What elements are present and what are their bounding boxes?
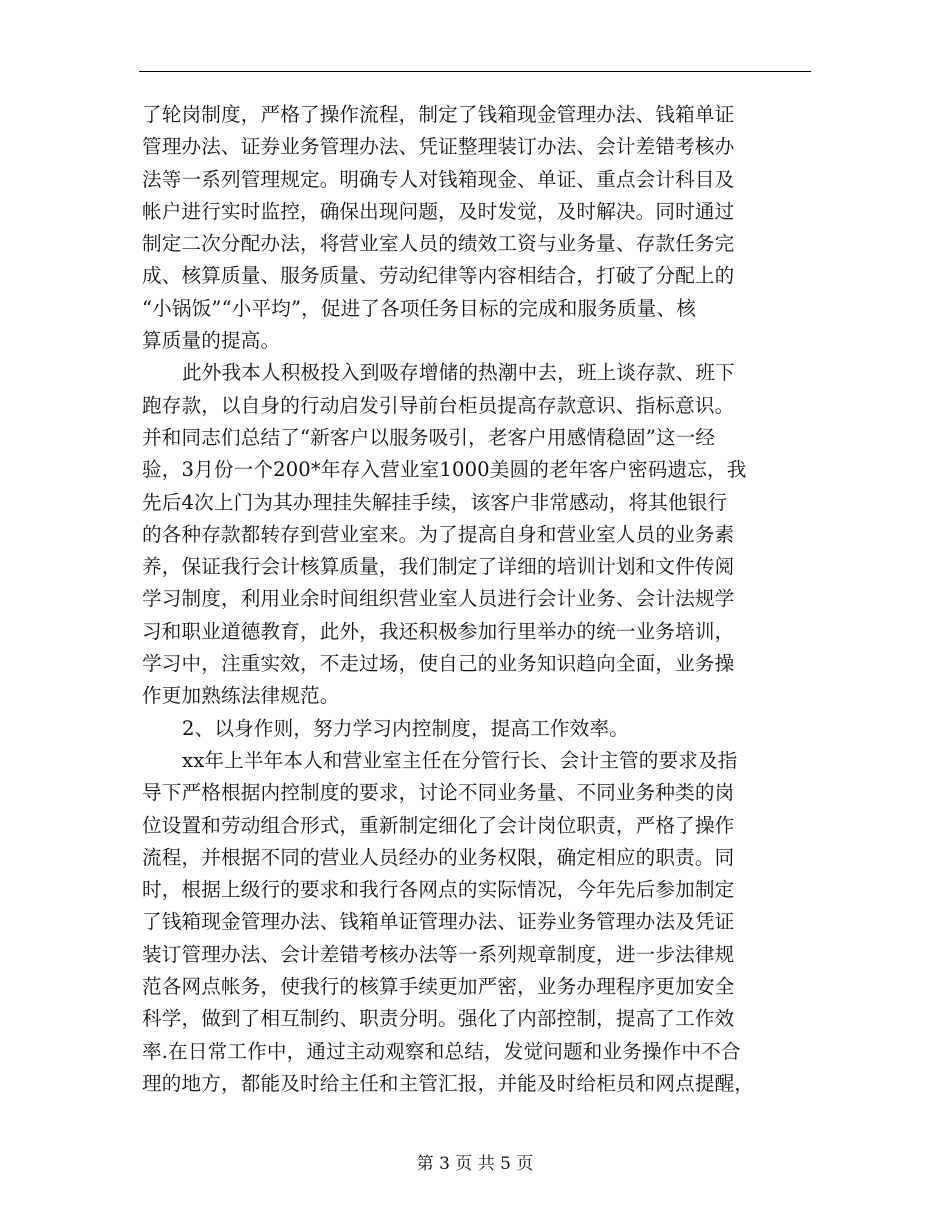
text-line: 流程，并根据不同的营业人员经办的业务权限，确定相应的职责。同: [142, 845, 735, 869]
paragraph-start-line: 此外我本人积极投入到吸存增储的热潮中去，班上谈存款、班下: [182, 361, 735, 385]
text-line: 学习中，注重实效，不走过场，使自己的业务知识趋向全面，业务操: [142, 652, 735, 676]
text-line: 的各种存款都转存到营业室来。为了提高自身和营业室人员的业务素: [142, 522, 735, 546]
body-text: [142, 99, 812, 1100]
header-rule: [139, 71, 811, 72]
text-line: 科学，做到了相互制约、职责分明。强化了内部控制，提高了工作效: [142, 1007, 735, 1031]
text-line: 时，根据上级行的要求和我行各网点的实际情况，今年先后参加制定: [142, 878, 735, 902]
text-line: 了轮岗制度，严格了操作流程，制定了钱箱现金管理办法、钱箱单证: [142, 103, 735, 126]
text-line: 先后4次上门为其办理挂失解挂手续，该客户非常感动，将其他银行: [142, 490, 728, 514]
text-line: “小锅饭”“小平均”，促进了各项任务目标的完成和服务质量、核: [142, 296, 697, 320]
text-line: 学习制度，利用业余时间组织营业室人员进行会计业务、会计法规学: [142, 587, 735, 611]
text-line: 率.在日常工作中，通过主动观察和总结，发觉问题和业务操作中不合: [142, 1039, 741, 1063]
text-line: 成、核算质量、服务质量、劳动纪律等内容相结合，打破了分配上的: [142, 264, 735, 288]
text-line: 算质量的提高。: [142, 329, 281, 353]
text-line: 并和同志们总结了“新客户以服务吸引，老客户用感情稳固”这一经: [142, 425, 716, 449]
text-line: 习和职业道德教育，此外，我还积极参加行里举办的统一业务培训，: [142, 619, 735, 643]
text-line: 了钱箱现金管理办法、钱箱单证管理办法、证券业务管理办法及凭证: [142, 910, 735, 934]
text-line: 法等一系列管理规定。明确专人对钱箱现金、单证、重点会计科目及: [142, 167, 735, 191]
paragraph-start-line: xx年上半年本人和营业室主任在分管行长、会计主管的要求及指: [182, 748, 738, 772]
text-line: 养，保证我行会计核算质量，我们制定了详细的培训计划和文件传阅: [142, 555, 735, 579]
text-line: 跑存款，以自身的行动启发引导前台柜员提高存款意识、指标意识。: [142, 393, 735, 417]
page-footer: 第 3 页 共 5 页: [416, 1154, 534, 1174]
text-line: 作更加熟练法律规范。: [142, 684, 340, 708]
section-heading: 2、以身作则，努力学习内控制度，提高工作效率。: [182, 716, 629, 740]
text-line: 理的地方，都能及时给主任和主管汇报，并能及时给柜员和网点提醒，: [142, 1071, 755, 1095]
text-line: 验，3月份一个200*年存入营业室1000美圆的老年客户密码遗忘，我: [142, 458, 747, 482]
text-line: 帐户进行实时监控，确保出现问题，及时发觉，及时解决。同时通过: [142, 199, 735, 223]
text-line: 位设置和劳动组合形式，重新制定细化了会计岗位职责，严格了操作: [142, 813, 735, 837]
text-line: 管理办法、证券业务管理办法、凭证整理装订办法、会计差错考核办: [142, 135, 735, 159]
text-line: 制定二次分配办法，将营业室人员的绩效工资与业务量、存款任务完: [142, 232, 735, 256]
text-line: 装订管理办法、会计差错考核办法等一系列规章制度，进一步法律规: [142, 942, 735, 966]
text-line: 范各网点帐务，使我行的核算手续更加严密，业务办理程序更加安全: [142, 975, 735, 999]
text-line: 导下严格根据内控制度的要求，讨论不同业务量、不同业务种类的岗: [142, 781, 735, 805]
